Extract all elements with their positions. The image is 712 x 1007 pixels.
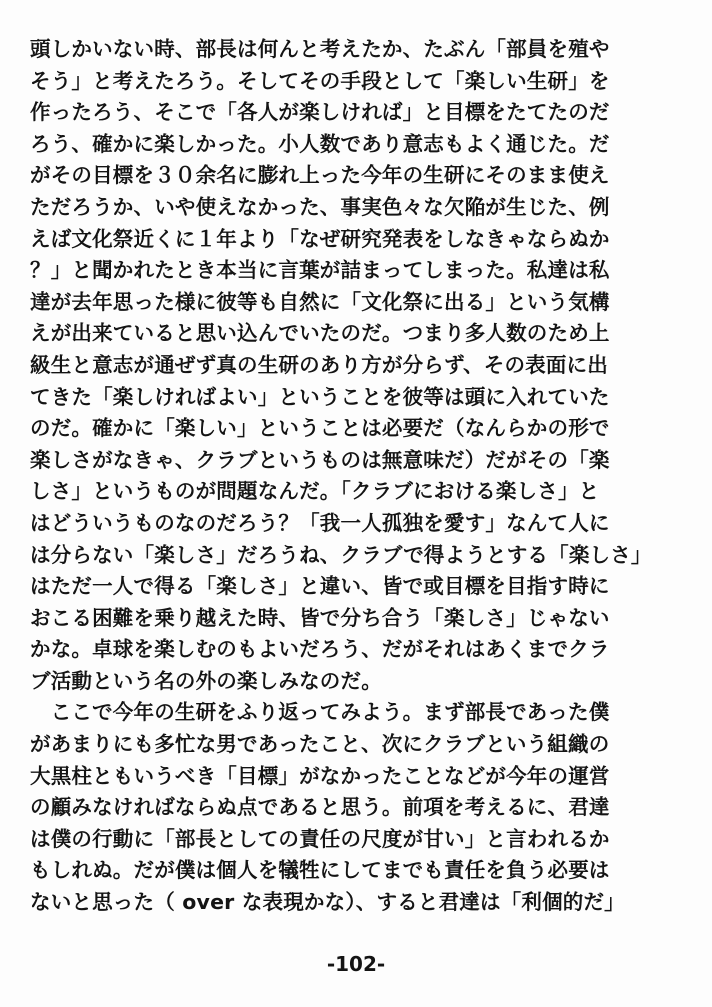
text-line: そう」と考えたろう。そしてその手段として「楽しい生研」を — [30, 68, 610, 93]
text-line: はただ一人で得る「楽しさ」と違い、皆で或目標を目指す時に — [30, 574, 610, 599]
text-line: 作ったろう、そこで「各人が楽しければ」と目標をたてたのだ — [30, 100, 610, 125]
text-line: ？」と聞かれたとき本当に言葉が詰まってしまった。私達は私 — [30, 258, 610, 283]
text-line: てきた「楽しければよい」ということを彼等は頭に入れていた — [30, 384, 610, 409]
text-line: えが出来ていると思い込んでいたのだ。つまり多人数のため上 — [30, 321, 610, 346]
body-text — [30, 34, 690, 919]
text-line: もしれぬ。だが僕は個人を犠牲にしてまでも責任を負う必要は — [30, 858, 610, 883]
page-number: -102- — [326, 952, 386, 976]
text-line: 楽しさがなきゃ、クラブというものは無意味だ）だがその「楽 — [30, 447, 610, 472]
text-line: 達が去年思った様に彼等も自然に「文化祭に出る」という気構 — [30, 289, 610, 314]
text-line: しさ」というものが問題なんだ。「クラブにおける楽しさ」と — [30, 479, 600, 504]
text-line: えば文化祭近くに１年より「なぜ研究発表をしなきゃならぬか — [30, 226, 610, 251]
text-line: ろう、確かに楽しかった。小人数であり意志もよく通じた。だ — [30, 131, 610, 156]
text-line: のだ。確かに「楽しい」ということは必要だ（なんらかの形で — [30, 416, 610, 441]
text-line: があまりにも多忙な男であったこと、次にクラブという組織の — [30, 732, 610, 757]
text-line: がその目標を３０余名に膨れ上った今年の生研にそのまま使え — [30, 163, 610, 188]
text-line: おこる困難を乗り越えた時、皆で分ち合う「楽しさ」じゃない — [30, 605, 610, 630]
text-line: はどういうものなのだろう？「我一人孤独を愛す」なんて人に — [30, 510, 610, 535]
text-line: は僕の行動に「部長としての責任の尺度が甘い」と言われるか — [30, 826, 610, 851]
text-line: の顧みなければならぬ点であると思う。前項を考えるに、君達 — [30, 795, 610, 820]
text-line: ただろうか、いや使えなかった、事実色々な欠陥が生じた、例 — [30, 194, 610, 219]
text-line: 級生と意志が通ぜず真の生研のあり方が分らず、その表面に出 — [30, 352, 608, 377]
text-line: 大黒柱ともいうべき「目標」がなかったことなどが今年の運営 — [30, 763, 610, 788]
text-line: ないと思った（ over な表現かな）、すると君達は「利個的だ」 — [30, 890, 625, 915]
text-line: は分らない「楽しさ」だろうね、クラブで得ようとする「楽しさ」 — [30, 542, 652, 567]
text-line: 頭しかいない時、部長は何んと考えたか、たぶん「部員を殖や — [30, 37, 610, 61]
text-line: ブ活動という名の外の楽しみなのだ。 — [30, 668, 382, 693]
text-line: かな。卓球を楽しむのもよいだろう、だがそれはあくまでクラ — [30, 637, 610, 662]
text-line: ここで今年の生研をふり返ってみよう。まず部長であった僕 — [30, 700, 610, 725]
